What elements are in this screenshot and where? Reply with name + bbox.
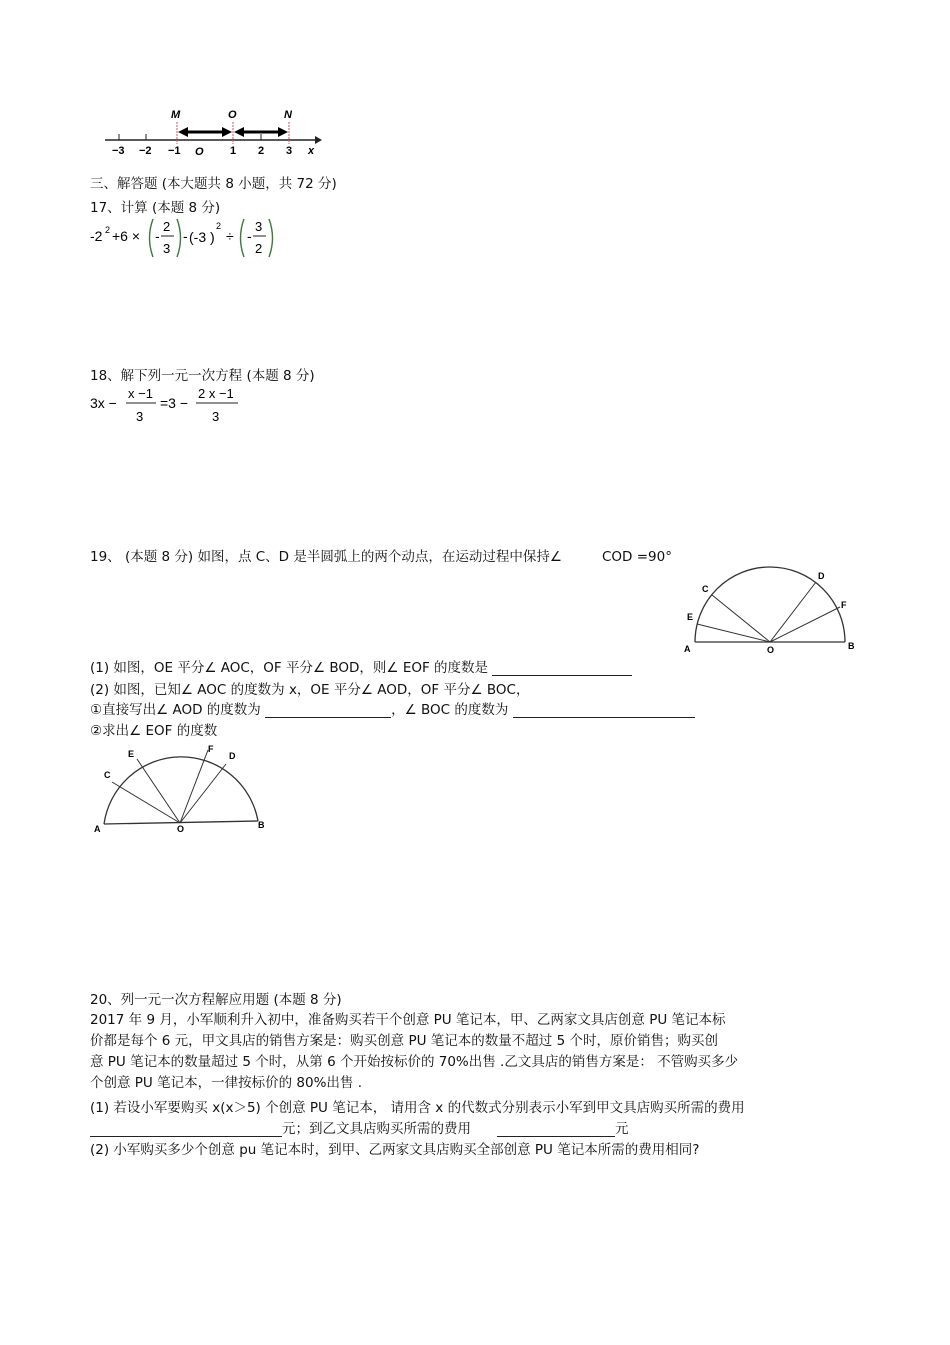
q20-part1-answers xyxy=(90,1117,629,1137)
q20-part1: (1) 若设小军要购买 x(x＞5) 个创意 PU 笔记本， 请用含 x 的代数式分别表示小军到甲文具店购买所需的费用 xyxy=(90,1100,745,1116)
q19-part2-sub2: ②求出∠ EOF 的度数 xyxy=(90,723,218,739)
q20-line-1: 2017 年 9 月，小军顺利升入初中，准备购买若干个创意 PU 笔记本，甲、乙两家文具店创意 PU 笔记本标 xyxy=(90,1012,726,1028)
tick-label: 3 xyxy=(286,145,293,157)
tick-label: O xyxy=(195,146,204,158)
label-F: F xyxy=(841,600,847,610)
q19-part1-text: (1) 如图，OE 平分∠ AOC，OF 平分∠ BOD，则∠ EOF 的度数是 xyxy=(90,660,489,676)
answer-blank-boc[interactable] xyxy=(513,703,695,718)
expr-part: -2 xyxy=(90,228,103,244)
number-line-figure xyxy=(100,104,325,158)
eq-mid: =3 − xyxy=(160,395,189,411)
q19-p3b-text: ，∠ BOC 的度数为 xyxy=(391,702,509,718)
label-C: C xyxy=(702,584,709,594)
q20-p1b-end: 元 xyxy=(615,1121,629,1137)
frac-numerator: 2 xyxy=(163,219,171,234)
frac-denominator: 2 xyxy=(255,241,263,256)
label-M: M xyxy=(171,109,181,121)
q19-part2: (2) 如图，已知∠ AOC 的度数为 x，OE 平分∠ AOD，OF 平分∠ BOC， xyxy=(90,682,530,698)
expr-part: +6 × xyxy=(112,228,141,244)
tick-label: 2 xyxy=(258,145,265,157)
tick-label: −3 xyxy=(112,145,125,157)
frac-denominator: 3 xyxy=(136,409,144,424)
q20-title: 20、列一元一次方程解应用题 (本题 8 分) xyxy=(90,992,342,1008)
frac-numerator: x −1 xyxy=(128,386,153,401)
label-C: C xyxy=(104,770,111,780)
frac-sign: - xyxy=(155,228,160,244)
answer-blank-yi[interactable] xyxy=(497,1122,615,1137)
label-B: B xyxy=(848,641,855,651)
label-B: B xyxy=(258,820,265,830)
q19-part2-sub1 xyxy=(90,698,695,718)
label-A: A xyxy=(684,644,691,654)
expr-part: (-3 ) xyxy=(189,229,215,245)
q19-part1 xyxy=(90,656,632,676)
q17-expression xyxy=(88,213,288,263)
q18-title: 18、解下列一元一次方程 (本题 8 分) xyxy=(90,368,315,384)
q20-line-2: 价都是每个 6 元，甲文具店的销售方案是：购买创意 PU 笔记本的数量不超过 5 个时，原价销售；购买创 xyxy=(90,1033,718,1049)
frac-numerator: 3 xyxy=(255,219,263,234)
label-O: O xyxy=(177,824,185,834)
answer-blank-aod[interactable] xyxy=(265,703,391,718)
axis-label-x: x xyxy=(308,145,315,157)
frac-denominator: 3 xyxy=(212,409,220,424)
semicircle-figure-1 xyxy=(682,562,862,658)
label-O: O xyxy=(767,645,775,655)
q17-title: 17、计算 (本题 8 分) xyxy=(90,200,221,216)
label-D: D xyxy=(818,571,825,581)
expr-minus: - xyxy=(183,228,188,244)
frac-numerator: 2 x −1 xyxy=(198,386,234,401)
q19-p3a-text: ①直接写出∠ AOD 的度数为 xyxy=(90,702,261,718)
label-A: A xyxy=(94,824,101,834)
frac-sign: - xyxy=(247,228,252,244)
tick-label: −2 xyxy=(139,145,152,157)
q19-title-tail: COD =90° xyxy=(601,549,672,565)
answer-blank-jia[interactable] xyxy=(90,1122,282,1137)
label-E: E xyxy=(128,749,135,759)
q20-p1b-mid: 元；到乙文具店购买所需的费用 xyxy=(282,1121,471,1137)
expr-divide: ÷ xyxy=(226,228,234,244)
label-F: F xyxy=(208,744,214,754)
q20-part2: (2) 小军购买多少个创意 pu 笔记本时，到甲、乙两家文具店购买全部创意 PU 笔记本所需的费用相同? xyxy=(90,1142,700,1158)
eq-lhs: 3x − xyxy=(90,395,117,411)
expr-exponent: 2 xyxy=(105,225,111,235)
semicircle-figure-2 xyxy=(90,742,270,842)
tick-label: 1 xyxy=(230,145,237,157)
tick-label: −1 xyxy=(168,145,181,157)
label-O-top: O xyxy=(228,109,237,121)
expr-exponent: 2 xyxy=(216,221,222,231)
q18-equation xyxy=(88,384,248,426)
q19-title-text: 19、 (本题 8 分) 如图，点 C、D 是半圆弧上的两个动点，在运动过程中保持∠ xyxy=(90,549,562,565)
frac-denominator: 3 xyxy=(163,241,171,256)
answer-blank-eof[interactable] xyxy=(492,661,632,676)
label-E: E xyxy=(687,612,694,622)
section-heading: 三、解答题 (本大题共 8 小题，共 72 分) xyxy=(90,176,337,192)
label-N: N xyxy=(284,109,292,121)
q19-title xyxy=(90,545,672,565)
label-D: D xyxy=(229,751,236,761)
q20-line-3: 意 PU 笔记本的数量超过 5 个时，从第 6 个开始按标价的 70%出售 .乙文具店的销售方案是： 不管购买多少 xyxy=(90,1054,739,1070)
q20-line-4: 个创意 PU 笔记本，一律按标价的 80%出售 . xyxy=(90,1075,362,1091)
